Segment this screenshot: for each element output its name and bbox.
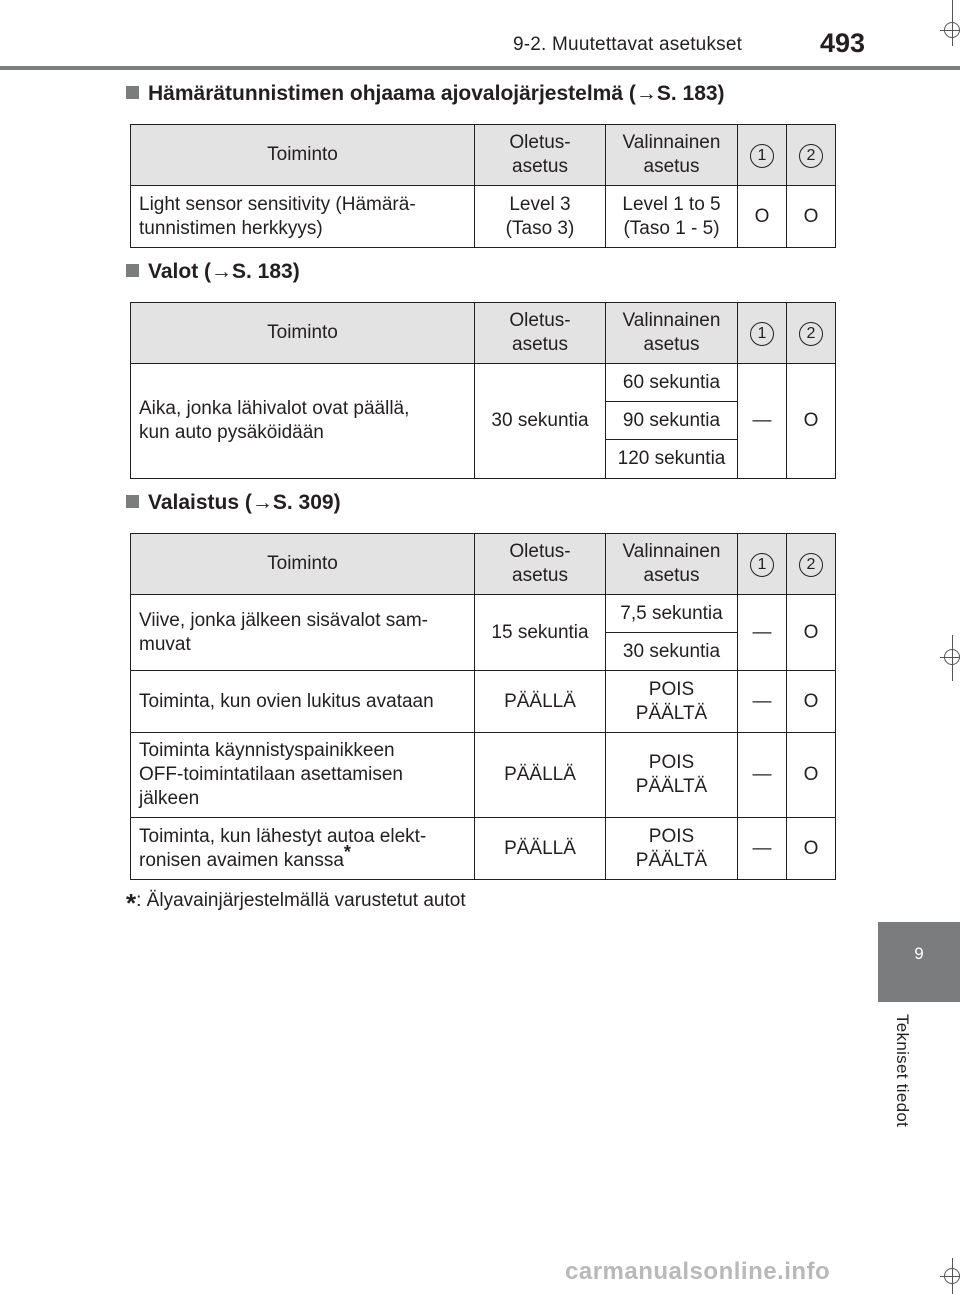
- footnote-text: : Älyavainjärjestelmällä varustetut autot: [136, 890, 466, 911]
- default-cell: 30 sekuntia: [475, 364, 606, 479]
- chapter-section-title: 9-2. Muutettavat asetukset: [513, 34, 743, 55]
- table-row: [131, 364, 836, 402]
- function-cell: Toiminta, kun lähestyt autoa elekt- ronisen avaimen kanssa*: [131, 818, 475, 880]
- table-row: [131, 733, 836, 818]
- optional-cell: POIS PÄÄLTÄ: [606, 818, 738, 880]
- table-header-row: [131, 303, 836, 364]
- table-header-row: [131, 534, 836, 595]
- optional-cell: 60 sekuntia: [606, 364, 738, 402]
- footnote-mark: *: [343, 841, 351, 862]
- col-header-oletus: Oletus- asetus: [475, 534, 606, 595]
- settings-table-hamaratunnistin: [130, 124, 836, 248]
- optional-cell: 30 sekuntia: [606, 633, 738, 671]
- col2-cell: O: [787, 364, 836, 479]
- col-header-toiminto: Toiminto: [131, 125, 475, 186]
- function-cell: Viive, jonka jälkeen sisävalot sam- muvat: [131, 595, 475, 671]
- optional-cell: POIS PÄÄLTÄ: [606, 733, 738, 818]
- section-heading-valaistus: [126, 491, 341, 515]
- table-row: [131, 595, 836, 633]
- default-cell: Level 3 (Taso 3): [475, 186, 606, 248]
- default-cell: 15 sekuntia: [475, 595, 606, 671]
- col-header-1: [738, 303, 787, 364]
- square-bullet-icon: [126, 86, 139, 99]
- function-cell: Light sensor sensitivity (Hämärä- tunnistimen herkkyys): [131, 186, 475, 248]
- col-header-2: [787, 303, 836, 364]
- square-bullet-icon: [126, 495, 139, 508]
- footnote-mark: *: [126, 888, 137, 918]
- default-cell: PÄÄLLÄ: [475, 818, 606, 880]
- default-cell: PÄÄLLÄ: [475, 733, 606, 818]
- optional-cell: Level 1 to 5 (Taso 1 - 5): [606, 186, 738, 248]
- chapter-tab-number: 9: [914, 944, 924, 963]
- page-number: 493: [820, 28, 866, 58]
- settings-table-valaistus: [130, 533, 836, 880]
- optional-cell: 120 sekuntia: [606, 440, 738, 479]
- settings-table-valot: [130, 302, 836, 479]
- section-heading-valot: [126, 260, 300, 284]
- function-cell: Toiminta käynnistyspainikkeen OFF-toimintatilaan asettamisen jälkeen: [131, 733, 475, 818]
- section-title: Hämärätunnistimen ohjaama ajovalojärjestelmä (→S. 183): [148, 82, 725, 105]
- col-header-valinnainen: Valinnainen asetus: [606, 303, 738, 364]
- col-header-1: [738, 125, 787, 186]
- circled-number-1-icon: 1: [750, 553, 774, 577]
- square-bullet-icon: [126, 264, 139, 277]
- optional-cell: 90 sekuntia: [606, 402, 738, 440]
- col2-cell: O: [787, 595, 836, 671]
- table-row: [131, 671, 836, 733]
- table-row: [131, 186, 836, 248]
- col1-cell: —: [738, 671, 787, 733]
- optional-cell: POIS PÄÄLTÄ: [606, 671, 738, 733]
- function-cell: Toiminta, kun ovien lukitus avataan: [131, 671, 475, 733]
- col1-cell: —: [738, 595, 787, 671]
- col2-cell: O: [787, 186, 836, 248]
- col-header-1: [738, 534, 787, 595]
- col2-cell: O: [787, 671, 836, 733]
- watermark: carmanualsonline.info: [565, 1258, 831, 1285]
- col-header-toiminto: Toiminto: [131, 534, 475, 595]
- default-cell: PÄÄLLÄ: [475, 671, 606, 733]
- col-header-oletus: Oletus- asetus: [475, 125, 606, 186]
- circled-number-1-icon: 1: [750, 144, 774, 168]
- table-header-row: [131, 125, 836, 186]
- col1-cell: O: [738, 186, 787, 248]
- footnote: [126, 888, 466, 919]
- col-header-oletus: Oletus- asetus: [475, 303, 606, 364]
- circled-number-2-icon: 2: [799, 322, 823, 346]
- col2-cell: O: [787, 733, 836, 818]
- circled-number-2-icon: 2: [799, 144, 823, 168]
- col-header-valinnainen: Valinnainen asetus: [606, 125, 738, 186]
- chapter-tab-label: Tekniset tiedot: [893, 1014, 912, 1128]
- function-cell: Aika, jonka lähivalot ovat päällä, kun auto pysäköidään: [131, 364, 475, 479]
- circled-number-2-icon: 2: [799, 553, 823, 577]
- table-row: [131, 818, 836, 880]
- section-title: Valot (→S. 183): [148, 260, 300, 283]
- col-header-toiminto: Toiminto: [131, 303, 475, 364]
- optional-cell: 7,5 sekuntia: [606, 595, 738, 633]
- col1-cell: —: [738, 364, 787, 479]
- col-header-2: [787, 125, 836, 186]
- col1-cell: —: [738, 733, 787, 818]
- section-title: Valaistus (→S. 309): [148, 491, 341, 514]
- col1-cell: —: [738, 818, 787, 880]
- col2-cell: O: [787, 818, 836, 880]
- col-header-valinnainen: Valinnainen asetus: [606, 534, 738, 595]
- circled-number-1-icon: 1: [750, 322, 774, 346]
- header-rule: [0, 66, 960, 70]
- col-header-2: [787, 534, 836, 595]
- section-heading-hamaratunnistin: [126, 82, 725, 106]
